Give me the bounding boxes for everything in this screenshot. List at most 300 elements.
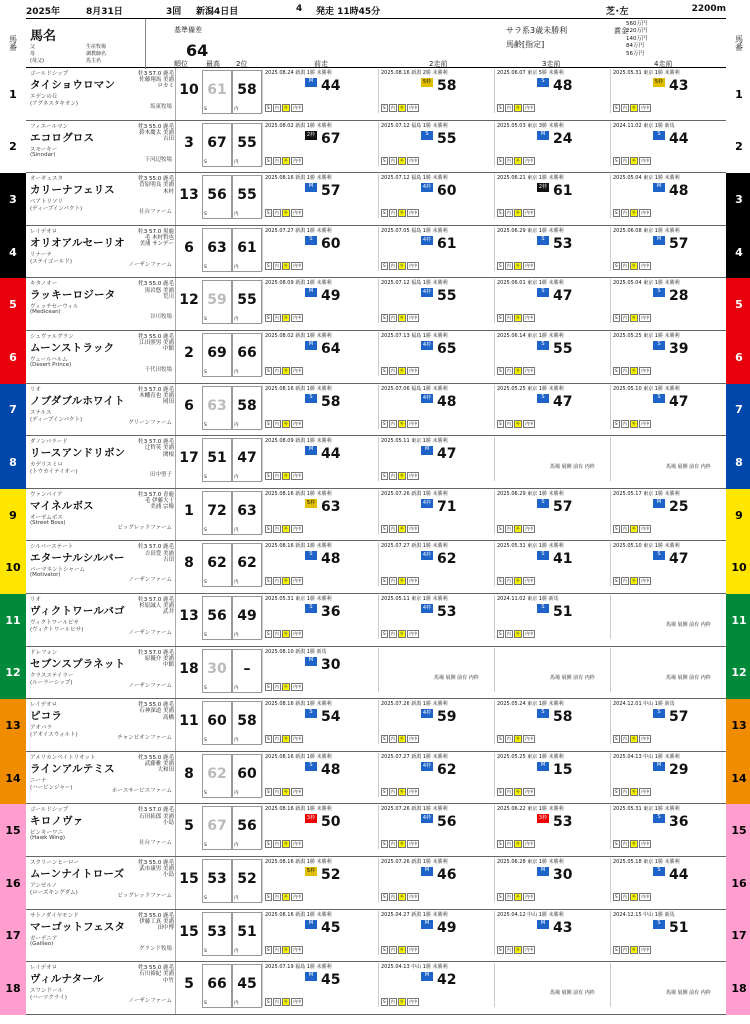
max-score-box	[202, 859, 232, 903]
horse-row[interactable]	[26, 752, 726, 805]
past-race-badge: S	[305, 551, 317, 560]
past-race-cell[interactable]	[378, 227, 491, 271]
horse-name[interactable]: カリーナフェリス	[30, 184, 115, 197]
horse-row[interactable]	[26, 331, 726, 384]
umaban-header-left: 馬番	[8, 35, 18, 51]
horse-row[interactable]	[26, 121, 726, 174]
horse-row[interactable]	[26, 857, 726, 910]
past-race-cell[interactable]	[378, 279, 491, 323]
past-race-cell[interactable]	[262, 700, 375, 744]
past-race-cell[interactable]	[610, 700, 723, 744]
chip-s: S	[383, 894, 386, 899]
chip-outer: 外	[283, 788, 289, 794]
past-race-score: 41	[553, 551, 573, 568]
past-race-chips	[613, 525, 651, 533]
past-race-header: 2025.08.16 新潟 2勝 未勝利	[381, 70, 448, 76]
col-order: 順位	[174, 60, 188, 68]
horse-jockey-info: 牡3 57.0 鹿毛 石田拓郎 美浦 小島	[138, 807, 174, 826]
umaban-left: 3	[0, 173, 26, 226]
horse-row[interactable]	[26, 647, 726, 700]
horse-sire: レイデオロ	[30, 702, 58, 709]
umaban-right: 2	[726, 121, 750, 174]
horse-dam: クラスステイラー	[30, 672, 74, 679]
past-race-cell[interactable]	[262, 490, 375, 534]
past-race-score: 63	[321, 498, 341, 515]
chip-inner: 内	[390, 578, 395, 584]
horse-sire: ダノンバラード	[30, 439, 68, 446]
chip-s: S	[383, 157, 386, 163]
past-race-cell[interactable]	[610, 490, 723, 534]
past-race-badge: 4枠	[422, 762, 432, 769]
race-start-time: 発走 11時45分	[316, 7, 381, 17]
chip-outer: 外	[399, 420, 405, 426]
horse-row[interactable]	[26, 699, 726, 752]
past-race-cell[interactable]	[494, 69, 607, 113]
horse-sire: フィエールマン	[30, 123, 68, 130]
past-race-cell[interactable]	[494, 858, 607, 902]
chip-inner-mid: 内中	[293, 999, 302, 1005]
max-chip: S	[204, 527, 207, 533]
chip-outer: 外	[631, 368, 637, 373]
past-race-cell[interactable]	[262, 332, 375, 376]
horse-name[interactable]: ピコラ	[30, 710, 63, 723]
past-race-header: 2025.08.16 新潟 1勝 未勝利	[265, 543, 332, 550]
past-race-cell[interactable]	[378, 963, 491, 1007]
past-race-score: 45	[321, 919, 341, 936]
max-score: 56	[207, 187, 227, 204]
horse-owner: 谷川牧場	[149, 314, 172, 321]
past-race-header: 2025.06.22 東京 1勝 未勝利	[497, 806, 564, 813]
horse-sire: リオ	[30, 386, 41, 393]
col-second: 2位	[236, 60, 248, 68]
horse-info-header	[26, 19, 146, 69]
horse-name[interactable]: エターナルシルバー	[30, 552, 125, 565]
horse-name[interactable]: ヴィルナタール	[30, 973, 104, 986]
second-score-box	[232, 964, 262, 1008]
chip-inner: 内	[506, 210, 511, 216]
horse-name[interactable]: ノブダブルホワイト	[30, 394, 125, 407]
past-race-cell[interactable]	[610, 279, 723, 323]
umaban-right: 7	[726, 384, 750, 437]
past-race-cell[interactable]	[610, 753, 723, 797]
past-race-score: 60	[321, 235, 341, 252]
chip-inner-mid: 内中	[641, 578, 650, 584]
past-race-score: 47	[669, 551, 689, 568]
past-race-score: 55	[437, 288, 457, 305]
past-race-cell[interactable]	[378, 911, 491, 955]
horse-rank: 13	[179, 187, 199, 204]
chip-inner-mid: 内中	[525, 105, 534, 110]
second-score: 58	[237, 713, 257, 730]
horse-rank: 15	[179, 871, 199, 887]
second-score-box	[232, 491, 262, 535]
horse-row[interactable]	[26, 804, 726, 857]
past-race-chips	[497, 262, 535, 270]
past-race-cell[interactable]	[494, 805, 607, 849]
horse-name[interactable]: ムーンストラック	[30, 342, 115, 354]
chip-inner-mid: 内中	[409, 262, 418, 268]
chip-inner-mid: 内中	[409, 736, 418, 742]
past-race-score: 48	[669, 183, 689, 200]
chip-s: S	[383, 578, 386, 584]
chip-outer: 外	[399, 473, 405, 479]
max-score-box	[202, 70, 232, 114]
past-race-cell[interactable]	[262, 279, 375, 323]
horse-name[interactable]: オリオアルセーリオ	[30, 236, 125, 249]
past-race-chips	[497, 420, 535, 428]
chip-inner: 内	[274, 473, 279, 479]
horse-damsire: (ディープインパクト)	[30, 416, 83, 423]
horse-row[interactable]	[26, 594, 726, 647]
past-race-badge: S	[305, 604, 317, 613]
past-race-cell[interactable]	[610, 858, 723, 902]
chip-inner: 内	[274, 315, 279, 321]
horse-name[interactable]: ムーンナイトローズ	[30, 868, 125, 880]
chip-inner-mid: 内中	[525, 841, 534, 847]
chip-inner-mid: 内中	[293, 105, 302, 110]
horse-damsire: (ハーツクライ)	[30, 995, 67, 1002]
past-race-cell[interactable]	[494, 753, 607, 797]
horse-owner: 社台ファーム	[139, 840, 172, 847]
past-race-badge: S	[653, 709, 665, 718]
name-label: 馬名	[30, 29, 57, 44]
past-race-cell[interactable]	[610, 385, 723, 429]
past-race-chips	[381, 735, 419, 743]
past-race-cell[interactable]	[262, 963, 375, 1007]
race-condition-block	[496, 19, 726, 59]
past-race-score: 58	[321, 393, 341, 410]
past-race-cell[interactable]	[610, 122, 723, 166]
horse-name[interactable]: タイショウロマン	[30, 79, 116, 91]
past-race-chips	[381, 630, 419, 638]
horse-row[interactable]	[26, 489, 726, 542]
past-race-cell[interactable]	[262, 437, 375, 481]
max-score-box	[202, 123, 232, 167]
past-race-header: 2025.08.10 新潟 1勝 新馬	[265, 648, 327, 655]
empty-grid-labels: 馬場 展開 前有 内枠	[550, 674, 595, 681]
past-race-badge: S	[537, 394, 549, 403]
horse-rank: 6	[184, 239, 194, 256]
past-race-cell[interactable]	[494, 595, 607, 639]
past-race-cell[interactable]	[378, 858, 491, 902]
chip-outer: 外	[515, 788, 521, 794]
horse-name[interactable]: キロノヴァ	[30, 815, 84, 828]
past-race-cell[interactable]	[378, 122, 491, 166]
past-race-cell[interactable]	[378, 437, 491, 481]
chip-inner-mid: 内中	[293, 420, 302, 426]
chip-outer: 外	[399, 210, 405, 216]
chip-s: S	[499, 262, 502, 268]
chip-outer: 外	[631, 105, 637, 110]
horse-row[interactable]	[26, 541, 726, 594]
chip-inner: 内	[274, 788, 279, 794]
chip-s: S	[383, 420, 386, 426]
chip-outer: 外	[399, 841, 405, 847]
horse-row[interactable]	[26, 384, 726, 437]
col-prev: 前走	[314, 60, 328, 68]
horse-owner: 坂東牧場	[149, 104, 172, 110]
second-chip: 内	[234, 422, 239, 428]
past-race-chips	[265, 157, 303, 165]
second-chip: 内	[234, 948, 239, 954]
past-race-badge: S	[653, 551, 665, 560]
past-race-cell[interactable]	[378, 385, 491, 429]
empty-grid-labels: 馬場 展開 前有 内枠	[666, 674, 711, 681]
chip-s: S	[499, 525, 502, 531]
horse-info	[26, 68, 176, 120]
horse-damsire: (Hawk Wing)	[30, 835, 66, 842]
second-chip: 内	[234, 1001, 239, 1007]
past-race-header: 2025.08.02 新潟 1勝 未勝利	[265, 333, 332, 339]
chip-s: S	[267, 683, 270, 689]
horse-owner: ノーザンファーム	[128, 261, 172, 268]
chip-outer: 外	[399, 999, 405, 1005]
max-score-box	[202, 596, 232, 640]
past-race-score: 30	[321, 656, 341, 673]
chip-inner: 内	[390, 631, 395, 636]
chip-outer: 外	[631, 736, 637, 742]
race-empty-cell	[610, 648, 723, 692]
chip-outer: 外	[631, 420, 637, 426]
past-race-chips	[613, 577, 651, 585]
past-race-chips	[265, 262, 303, 270]
second-chip: 内	[234, 159, 239, 165]
second-score: 60	[237, 765, 257, 782]
chip-inner-mid: 内中	[409, 999, 418, 1005]
past-race-cell[interactable]	[378, 700, 491, 744]
chip-outer: 外	[283, 473, 289, 479]
chip-inner-mid: 内中	[409, 631, 418, 636]
chip-inner-mid: 内中	[293, 210, 302, 216]
horse-jockey-info: 牝3 55.0 鹿毛 鈴木慶太 美浦 吉田	[138, 123, 174, 142]
past-race-badge: 4枠	[422, 552, 432, 559]
past-race-cell[interactable]	[494, 542, 607, 586]
past-race-cell[interactable]	[378, 542, 491, 586]
past-race-cell[interactable]	[610, 805, 723, 849]
prize-1: 560万円	[626, 21, 648, 27]
past-race-cell[interactable]	[610, 542, 723, 586]
chip-outer: 外	[283, 105, 289, 110]
past-race-chips	[497, 577, 535, 585]
chip-s: S	[615, 578, 618, 584]
chip-inner: 内	[390, 157, 395, 163]
umaban-left: 2	[0, 121, 26, 174]
past-race-chips	[381, 420, 419, 428]
horse-row[interactable]	[26, 436, 726, 489]
horse-name[interactable]: ラインアルテミス	[30, 762, 115, 775]
horse-name[interactable]: エコログロス	[30, 131, 95, 144]
past-race-badge: S	[537, 341, 549, 350]
horse-row[interactable]	[26, 226, 726, 279]
past-race-header: 2025.05.04 東京 1勝 未勝利	[613, 175, 680, 182]
chip-s: S	[267, 210, 270, 216]
past-race-cell[interactable]	[262, 174, 375, 218]
horse-row[interactable]	[26, 68, 726, 121]
past-race-header: 2025.05.25 東京 1勝 未勝利	[613, 333, 680, 339]
chip-outer: 外	[515, 736, 521, 742]
horse-jockey-info: 牝3 55.0 鹿毛 菅原明良 美浦 木村	[138, 176, 174, 195]
past-race-score: 48	[321, 761, 341, 778]
past-race-score: 48	[553, 78, 573, 94]
past-race-chips	[497, 840, 535, 848]
chip-inner-mid: 内中	[409, 894, 418, 899]
umaban-header-right: 馬番	[734, 35, 744, 51]
chip-outer: 外	[283, 578, 289, 584]
horse-rank: 13	[179, 608, 199, 624]
horse-dam: ヴェールハルム	[30, 357, 68, 363]
chip-s: S	[499, 736, 502, 742]
past-race-cell[interactable]	[262, 542, 375, 586]
past-race-cell[interactable]	[262, 911, 375, 955]
past-race-cell[interactable]	[494, 700, 607, 744]
past-race-cell[interactable]	[262, 753, 375, 797]
past-race-score: 53	[437, 604, 457, 620]
second-score: 52	[237, 871, 257, 887]
base-value: 64	[186, 41, 209, 60]
past-race-cell[interactable]	[378, 805, 491, 849]
past-race-chips	[497, 314, 535, 322]
past-race-cell[interactable]	[262, 227, 375, 271]
chip-outer: 外	[515, 525, 521, 531]
horse-rank: 5	[184, 976, 194, 993]
past-race-header: 2025.05.11 東京 1勝 未勝利	[381, 596, 448, 602]
prize-list	[626, 21, 648, 58]
chip-s: S	[267, 788, 270, 794]
past-race-cell[interactable]	[378, 332, 491, 376]
empty-grid-labels: 馬場 展開 前有 内枠	[666, 622, 711, 628]
past-race-header: 2025.06.21 東京 1勝 未勝利	[497, 175, 564, 182]
horse-dam: エデンの丘	[30, 94, 58, 100]
past-race-cell[interactable]	[262, 69, 375, 113]
chip-inner-mid: 内中	[409, 578, 418, 584]
horse-rank: 5	[184, 818, 194, 835]
chip-inner: 内	[622, 157, 627, 163]
past-race-cell[interactable]	[378, 174, 491, 218]
chip-inner: 内	[390, 736, 395, 742]
past-race-cell[interactable]	[494, 279, 607, 323]
past-race-cell[interactable]	[494, 385, 607, 429]
past-race-cell[interactable]	[262, 385, 375, 429]
past-race-cell[interactable]	[262, 805, 375, 849]
horse-dam: スワンドール	[30, 988, 63, 995]
chip-inner: 内	[274, 999, 279, 1005]
chip-inner-mid: 内中	[293, 368, 302, 373]
past-race-header: 2025.07.12 福島 1勝 未勝利	[381, 280, 448, 287]
chip-inner-mid: 内中	[409, 525, 418, 531]
chip-outer: 外	[283, 420, 289, 426]
past-race-score: 49	[321, 288, 341, 305]
chip-outer: 外	[631, 841, 637, 847]
chip-inner: 内	[506, 841, 511, 847]
chip-inner-mid: 内中	[641, 736, 650, 742]
horse-name[interactable]: ヴィクトワールバゴ	[30, 605, 125, 617]
horse-row[interactable]	[26, 910, 726, 963]
past-race-cell[interactable]	[262, 648, 375, 692]
past-race-chips	[265, 209, 303, 217]
chip-outer: 外	[399, 262, 405, 268]
chip-inner: 内	[622, 578, 627, 584]
chip-outer: 外	[399, 157, 405, 163]
past-race-cell[interactable]	[610, 69, 723, 113]
sire-label: 父	[30, 44, 36, 50]
past-race-cell[interactable]	[610, 332, 723, 376]
past-race-cell[interactable]	[378, 753, 491, 797]
past-race-cell[interactable]	[610, 174, 723, 218]
horse-damsire: (ステイゴールド)	[30, 258, 72, 265]
horse-name[interactable]: セブンスプラネット	[30, 657, 126, 670]
horse-row[interactable]	[26, 173, 726, 226]
past-race-badge: S	[653, 131, 665, 140]
horse-row[interactable]	[26, 278, 726, 331]
past-race-cell[interactable]	[378, 490, 491, 534]
trainer-label: 調教師名	[86, 51, 107, 57]
past-race-badge: S	[653, 288, 665, 297]
past-race-cell[interactable]	[378, 595, 491, 639]
max-chip: S	[204, 370, 207, 375]
chip-s: S	[615, 157, 618, 163]
past-race-badge: M	[421, 972, 433, 981]
horse-name[interactable]: マイネルボス	[30, 499, 94, 512]
past-race-chips	[381, 209, 419, 217]
horse-row[interactable]	[26, 962, 726, 1015]
column-header	[26, 18, 726, 68]
horse-dam: オーゼムボス	[30, 514, 63, 521]
chip-s: S	[383, 525, 386, 531]
horse-jockey-info: 牡3 57.0 鹿毛 木幡育也 美浦 岡田	[138, 386, 174, 405]
horse-name[interactable]: ラッキーロジータ	[30, 289, 116, 302]
horse-name[interactable]: マーゴットフェスタ	[30, 920, 126, 933]
chip-inner: 内	[390, 262, 395, 268]
past-race-cell[interactable]	[494, 490, 607, 534]
past-race-cell[interactable]	[610, 227, 723, 271]
past-race-cell[interactable]	[494, 122, 607, 166]
past-race-score: 29	[669, 761, 689, 778]
chip-s: S	[615, 841, 618, 847]
horse-dam: ステルス	[30, 409, 52, 416]
chip-inner: 内	[622, 946, 627, 952]
past-race-cell[interactable]	[610, 911, 723, 955]
past-race-cell[interactable]	[494, 911, 607, 955]
horse-rank: 18	[179, 660, 199, 677]
horse-dam: ピンキーワニ	[30, 830, 64, 837]
past-race-cell[interactable]	[262, 858, 375, 902]
past-race-cell[interactable]	[494, 174, 607, 218]
col-2: 2走前	[429, 60, 448, 68]
past-race-header: 2025.08.16 新潟 1勝 未勝利	[265, 753, 332, 760]
past-race-cell[interactable]	[262, 122, 375, 166]
horse-name[interactable]: リースアンドリボン	[30, 447, 126, 460]
second-score-box	[232, 386, 262, 430]
past-race-cell[interactable]	[262, 595, 375, 639]
chip-s: S	[499, 315, 502, 321]
chip-inner: 内	[506, 315, 511, 321]
max-score-box	[202, 491, 232, 535]
horse-dam: ヴィクトワールピサ	[30, 620, 80, 626]
second-score: 56	[237, 818, 257, 835]
past-race-cell[interactable]	[494, 332, 607, 376]
race-empty-cell	[610, 963, 723, 1007]
umaban-right: 3	[726, 173, 750, 226]
chip-s: S	[615, 262, 618, 268]
chip-outer: 外	[515, 894, 521, 899]
chip-inner: 内	[506, 368, 511, 373]
second-score: 49	[237, 608, 257, 624]
past-race-chips	[613, 946, 651, 954]
chip-outer: 外	[631, 315, 637, 321]
past-race-cell[interactable]	[494, 227, 607, 271]
past-race-cell[interactable]	[378, 69, 491, 113]
second-score-box	[232, 912, 262, 956]
